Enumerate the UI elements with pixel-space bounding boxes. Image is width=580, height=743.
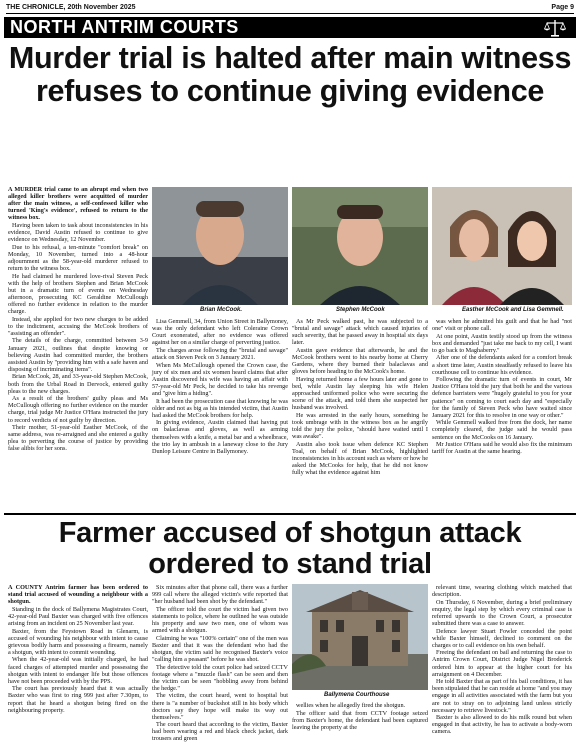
story1-column-1 — [8, 186, 148, 453]
paragraph: When the 42-year-old was initially charged, he had faced charges of attempted murder and possessing the shotgun with intent to endanger life but those offences have not been proceeded with by the PPS. — [8, 656, 148, 685]
story1-column-3 — [292, 318, 428, 476]
paragraph: In giving evidence, Austin claimed that having put on balaclavas and gloves, as well as arming themselves with a knife, a metal bar and a wheelbrace, the trio lay in ambush in a laneway close to the Jury Dunlop Leisure Centre in Ballymoney. — [152, 419, 288, 455]
paragraph: Six minutes after that phone call, there was a further 999 call where the alleged victim's wife reported that "her husband had been shot by the defendant." — [152, 584, 288, 606]
photo-brian-mccook — [152, 187, 288, 305]
paragraph: As a result of the brothers' guilty pleas and Ms McCullough offering no further evidence on the murder charge, trial judge Mr Justice O'Hara instructed the jury to record verdicts of not guilty by direction. — [8, 395, 148, 424]
paragraph: The officer said that from CCTV footage seized from Baxter's home, the defendant had been captured leaving the property at the — [292, 709, 428, 731]
story1-column-2 — [152, 318, 288, 455]
paragraph: The victim, the court heard, went to hospital but there is "a number of buckshot still in his body which doctors say they hope will make its way out themselves." — [152, 692, 288, 721]
paragraph: Austin also took issue when defence KC Stephen Toal, on behalf of Brian McCook, highlighted inconsistencies in his account such as where or how he asked the McCooks for help, that he did not know fully what the evidence against him — [292, 440, 428, 476]
paragraph: Standing in the dock of Ballymena Magistrates Court, 42-year-old Paul Baxter was charged with five offences arising from an incident on 25 November last year. — [8, 605, 148, 627]
paragraph: A MURDER trial came to an abrupt end when two alleged killer brothers were acquitted of murder after the main witness, a self-confessed killer who turned 'King's evidence', refused to return to the witness box. — [8, 186, 148, 222]
paragraph: relevant time, wearing clothing which matched that description. — [432, 584, 572, 599]
paragraph: Instead, she applied for two new charges to be added to the indictment, accusing the McCook brothers of "assisting an offender". — [8, 315, 148, 337]
caption-easther: Easther McCook and Lisa Gemmell. — [462, 307, 564, 313]
paragraph: wellies when he allegedly fired the shotgun. — [296, 702, 406, 709]
paragraph: Baxter, from the Feystown Road in Glenarm, is accused of wounding his neighbour with intent to cause grievous bodily harm and possessing a firearm, namely a shotgun, with intent to commit wounding. — [8, 627, 148, 656]
paragraph: was when he admitted his guilt and that he had "not one" visit or phone call. — [432, 318, 572, 333]
paragraph: The charges arose following the "brutal and savage" attack on Steven Peck on 3 January 2021. — [152, 346, 288, 361]
caption-stephen: Stephen McCook — [336, 307, 385, 313]
paragraph: After one of the defendants asked for a comfort break a short time later, Austin steadfastly refused to leave his courthouse cell to continue his evidence. — [432, 354, 572, 376]
paragraph: The officer told the court the victim had given two statements to police, where he outlined he was outside his property and saw two men, one of whom was armed with a shotgun. — [152, 605, 288, 635]
paragraph: He told Baxter that as part of his bail conditions, it has been stipulated that he can reside at home "and you may engage in all activities associated with the farm but you are not to stray on to adjoining land unless strictly necessary to retrieve livestock." — [432, 678, 572, 714]
paragraph: Austin gave evidence that afterwards, he and the McCook brothers went to his nearby home at Cherry Gardens, where they burned their balaclavas and gloves before heading to the McCook's home. — [292, 346, 428, 376]
story1-column-4 — [432, 318, 572, 456]
story2-column-1 — [8, 584, 148, 734]
page-header — [6, 2, 574, 14]
paragraph: Having returned home a few hours later and gone to bed, while Austin lay sleeping his wife Helen approached uniformed police who were securing the scene of the attack, and told them she suspected her husband was involved. — [292, 375, 428, 412]
paper-dateline: THE CHRONICLE, 20th November 2025 — [6, 4, 136, 11]
paragraph: At one point, Austin testily stood up from the witness box and demanded "just take me back to my cell, I want to go back to Maghaberry." — [432, 332, 572, 354]
paragraph: Baxter is also allowed to do his milk round but when engaged in that activity, he has to activate a body-worn camera. — [432, 714, 572, 736]
paragraph: Lisa Gemmell, 34, from Union Street in Ballymoney, was the only defendant who left Coleraine Crown Court exonerated, after no evidence was offered against her on a similar charge of perverting justice. — [152, 318, 288, 347]
story-divider — [4, 513, 576, 515]
photo-easther-lisa — [432, 187, 572, 305]
paragraph: Freeing the defendant on bail and returning the case to Antrim Crown Court, District Judge Nigel Broderick ordered him to appear at the higher court for his arraignment on 4 December. — [432, 649, 572, 678]
paragraph: The details of the charge, committed between 3-9 January 2021, outlines that despite knowing or believing Austin had committed murder, the brothers assisted Austin by "providing him with a safe haven and disposing of incriminating items". — [8, 337, 148, 373]
paragraph: He was arrested in the early hours, something he took umbrage with in the witness box as he angrily told the jury the police, "should have waited until I was awake". — [292, 411, 428, 440]
section-title: NORTH ANTRIM COURTS — [10, 17, 239, 37]
story2-column-4 — [432, 584, 572, 734]
paragraph: Claiming he was "100% certain" one of the men was Baxter and that it was the defendant who had the shotgun, the victim said he recognised Baxter's voice "calling him a peasant" before he was shot. — [152, 634, 288, 663]
story1-headline: Murder trial is halted after main witness refuses to continue giving evidence — [8, 41, 572, 108]
paragraph: Due to his refusal, a ten-minute "comfort break" on Monday, 10 November, turned into a 48-hour adjournment as the 58-year-old murderer refused to return to the witness box. — [8, 243, 148, 273]
paragraph: As Mr Peck walked past, he was subjected to a "brutal and savage" attack which caused injuries of such severity, that he passed away in hospital six days later. — [292, 318, 428, 347]
paragraph: The court has previously heard that it was actually Baxter who was first to ring 999 just after 7.30pm, to report that he heard a shotgun being fired on the neighbouring property. — [8, 685, 148, 714]
paragraph: Mr Justice O'Hara said he would also fix the minimum tariff for Austin at the same hearing. — [432, 441, 572, 456]
paragraph: On Thursday, 6 November, during a brief preliminary enquiry, the legal step by which every criminal case is referred upwards to the Crown Court, a prosecutor submitted there was a case to answer. — [432, 598, 572, 627]
paragraph: Defence lawyer Stuart Fowler conceded the point while Baxter himself, declined to comment on the charges or to call evidence on his own behalf. — [432, 627, 572, 649]
story2-column-2 — [152, 584, 288, 743]
paragraph: He had claimed he murdered love-rival Steven Peck with the help of brothers Stephen and Brian McCook but in a dramatic turn of events on Wednesday afternoon, prosecuting KC Geraldine McCullough offered no further evidence in relation to the murder charge. — [8, 272, 148, 316]
photo-stephen-mccook — [292, 187, 428, 305]
story2-column-3 — [292, 702, 428, 734]
paragraph: While Gemmell walked free from the dock, her name completely cleared, the judge said he would pass sentence on the McCooks on 16 January. — [432, 419, 572, 441]
paragraph: Following the dramatic turn of events in court, Mr Justice O'Hara told the jury that both he and the various defence barristers were "hugely grateful to you for your patience" on coming to court each day and "especially for the family of Steven Peck who have waited since January 2021 for this to resolve in one way or other." — [432, 376, 572, 419]
paragraph: The detective told the court police had seized CCTV footage where a "muzzle flash" can be seen and then the victim can be seen "hobbling away from behind the hedge." — [152, 663, 288, 692]
paragraph: Their mother, 51-year-old Easther McCook, of the same address, was re-arraigned and she entered a guilty plea to perverting the course of justice by providing false alibis for her sons. — [8, 424, 148, 453]
paragraph: Having been taken to task about inconsistencies in his evidence, David Austin refused to continue to give evidence on Wednesday, 12 November. — [8, 221, 148, 244]
story2-headline: Farmer accused of shotgun attack ordered to stand trial — [58, 517, 522, 580]
paragraph: Brian McCook, 28, and 33-year-old Stephen McCook, both from the Urbal Road in Dervock, entered guilty pleas to the new charges. — [8, 373, 148, 395]
caption-courthouse: Ballymena Courthouse — [324, 692, 390, 698]
page-number: Page 9 — [551, 4, 574, 11]
paragraph: A COUNTY Antrim farmer has been ordered to stand trial accused of wounding a neighbour with a shotgun. — [8, 584, 148, 606]
paragraph: When Ms McCullough opened the Crown case, the jury of six men and six women heard claims that after Austin discovered his wife was having an affair with 57-year-old Mr Peck, he decided to take his revenge and "give him a hiding". — [152, 361, 288, 397]
caption-brian: Brian McCook. — [200, 307, 243, 313]
photo-ballymena-courthouse — [292, 584, 428, 690]
paragraph: The court heard that according to the victim, Baxter had been wearing a red and black check jacket, dark trousers and green — [152, 721, 288, 743]
scales-of-justice-icon — [544, 19, 566, 37]
section-banner — [4, 17, 576, 38]
paragraph: It had been the prosecution case that knowing he was older and not as big as his intended victim, that Austin had asked the McCook brothers for help. — [152, 397, 288, 419]
